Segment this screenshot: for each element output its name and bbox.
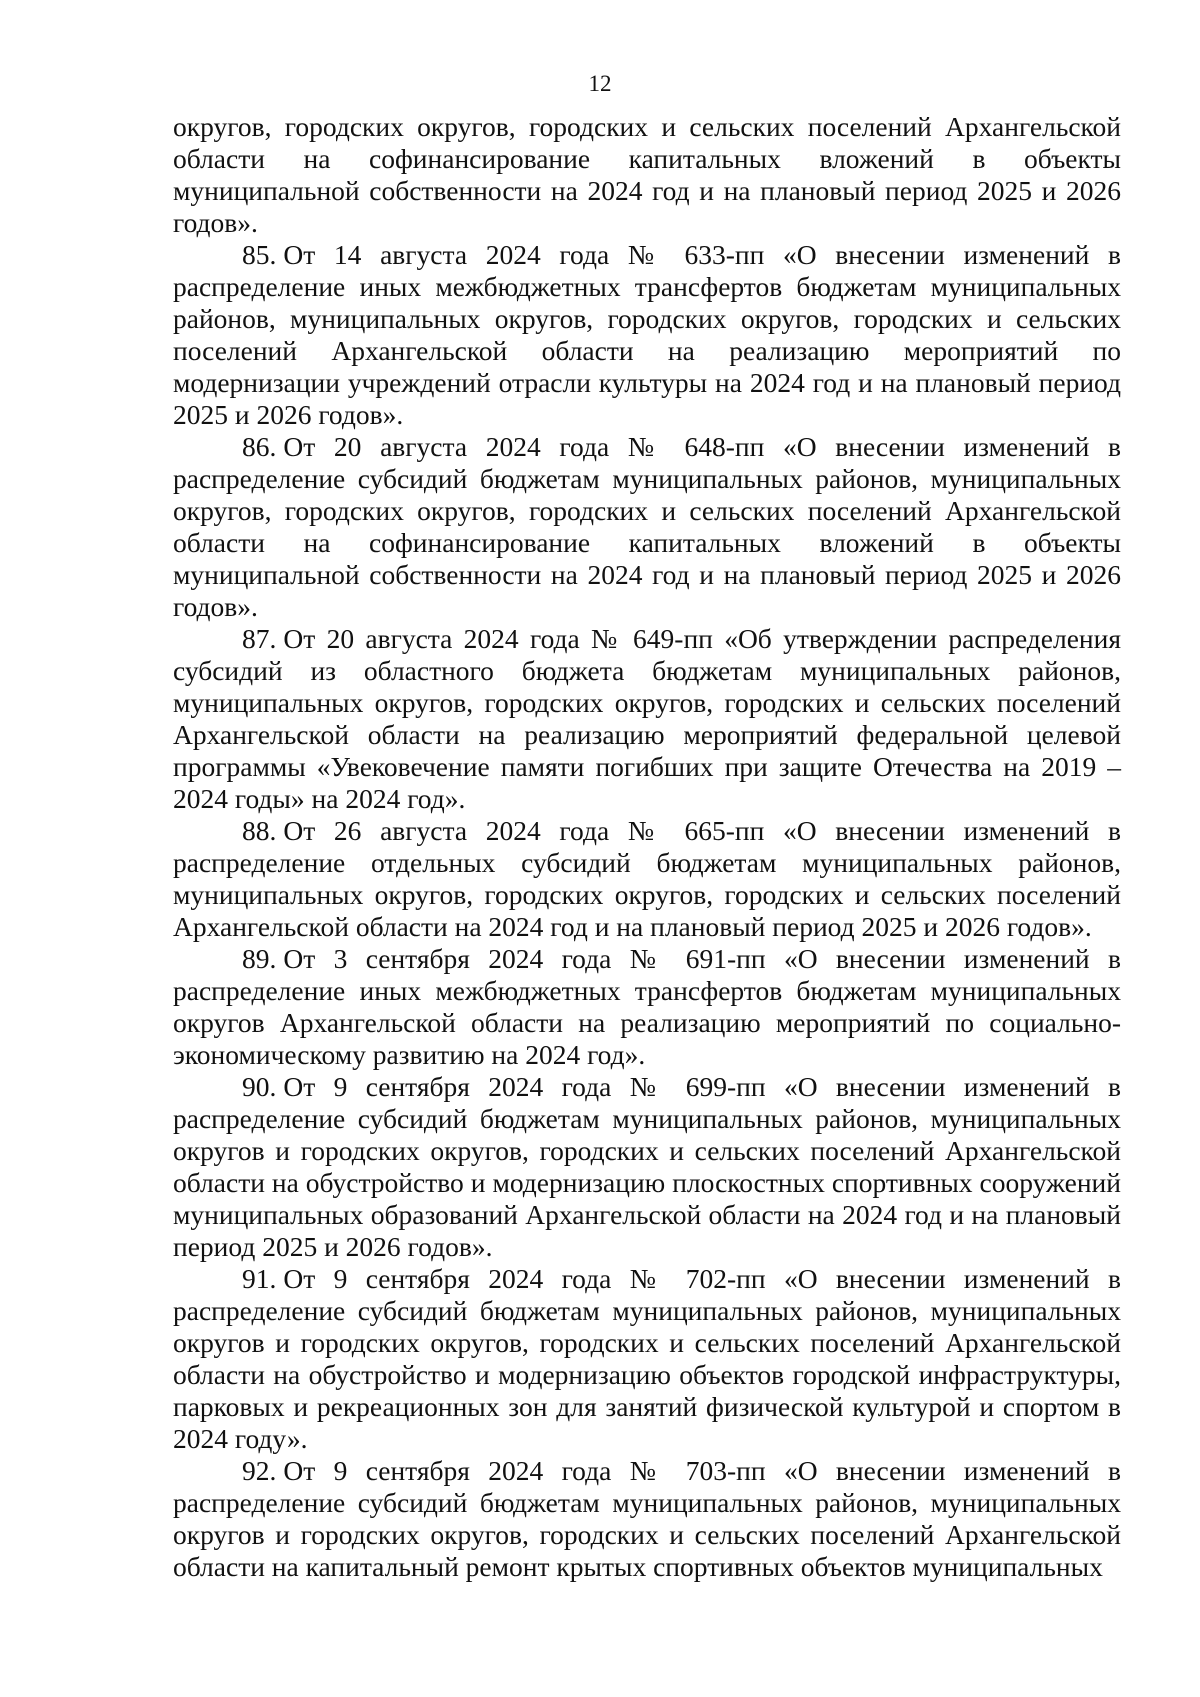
item-text: От 9 сентября 2024 года № 702-пп «О внесении изменений в распределение субсидий бюджетам муниципальных районов, муниципальных округов и городских округов, городских и сельских поселений Архангельской области на обустройство и модернизацию объектов городской инфраструктуры, парковых и рекреационных зон для занятий физической культурой и спортом в 2024 году». <box>173 1263 1121 1454</box>
list-item-92 <box>173 1455 1121 1583</box>
list-item-88 <box>173 815 1121 943</box>
item-text: От 9 сентября 2024 года № 703-пп «О внесении изменений в распределение субсидий бюджетам муниципальных районов, муниципальных округов и городских округов, городских и сельских поселений Архангельской области на капитальный ремонт крытых спортивных объектов муниципальных <box>173 1455 1121 1582</box>
item-number: 91. <box>242 1263 277 1294</box>
list-item-91 <box>173 1263 1121 1455</box>
intro-paragraph: округов, городских округов, городских и сельских поселений Архангельской области на софинансирование капитальных вложений в объекты муниципальной собственности на 2024 год и на плановый период 2025 и 2026 годов». <box>173 111 1121 238</box>
list-item-87 <box>173 623 1121 815</box>
list-item-90 <box>173 1071 1121 1263</box>
item-number: 87. <box>242 623 277 654</box>
item-text: От 26 августа 2024 года № 665-пп «О внесении изменений в распределение отдельных субсидий бюджетам муниципальных районов, муниципальных округов, городских округов, городских и сельских поселений Архангельской области на 2024 год и на плановый период 2025 и 2026 годов». <box>173 815 1121 942</box>
item-text: От 20 августа 2024 года № 648-пп «О внесении изменений в распределение субсидий бюджетам муниципальных районов, муниципальных округов, городских округов, городских и сельских поселений Архангельской области на софинансирование капитальных вложений в объекты муниципальной собственности на 2024 год и на плановый период 2025 и 2026 годов». <box>173 431 1121 622</box>
item-text: От 20 августа 2024 года № 649-пп «Об утверждении распределения субсидий из областного бюджета бюджетам муниципальных районов, муниципальных округов, городских округов, городских и сельских поселений Архангельской области на реализацию мероприятий федеральной целевой программы «Увековечение памяти погибших при защите Отечества на 2019 – 2024 годы» на 2024 год». <box>173 623 1121 814</box>
item-number: 89. <box>242 943 277 974</box>
item-text: От 9 сентября 2024 года № 699-пп «О внесении изменений в распределение субсидий бюджетам муниципальных районов, муниципальных округов и городских округов, городских и сельских поселений Архангельской области на обустройство и модернизацию плоскостных спортивных сооружений муниципальных образований Архангельской области на 2024 год и на плановый период 2025 и 2026 годов». <box>173 1071 1121 1262</box>
item-number: 85. <box>242 239 277 270</box>
document-body <box>173 111 1121 1583</box>
item-text: От 3 сентября 2024 года № 691-пп «О внесении изменений в распределение иных межбюджетных трансфертов бюджетам муниципальных округов Архангельской области на реализацию мероприятий по социально-экономическому развитию на 2024 год». <box>173 943 1121 1070</box>
list-item-86 <box>173 431 1121 623</box>
item-number: 88. <box>242 815 277 846</box>
list-item-85 <box>173 239 1121 431</box>
item-number: 90. <box>242 1071 277 1102</box>
item-text: От 14 августа 2024 года № 633-пп «О внесении изменений в распределение иных межбюджетных трансфертов бюджетам муниципальных районов, муниципальных округов, городских округов, городских и сельских поселений Архангельской области на реализацию мероприятий по модернизации учреждений отрасли культуры на 2024 год и на плановый период 2025 и 2026 годов». <box>173 239 1121 430</box>
page-number: 12 <box>588 71 612 96</box>
item-number: 86. <box>242 431 277 462</box>
list-item-89 <box>173 943 1121 1071</box>
item-number: 92. <box>242 1455 277 1486</box>
